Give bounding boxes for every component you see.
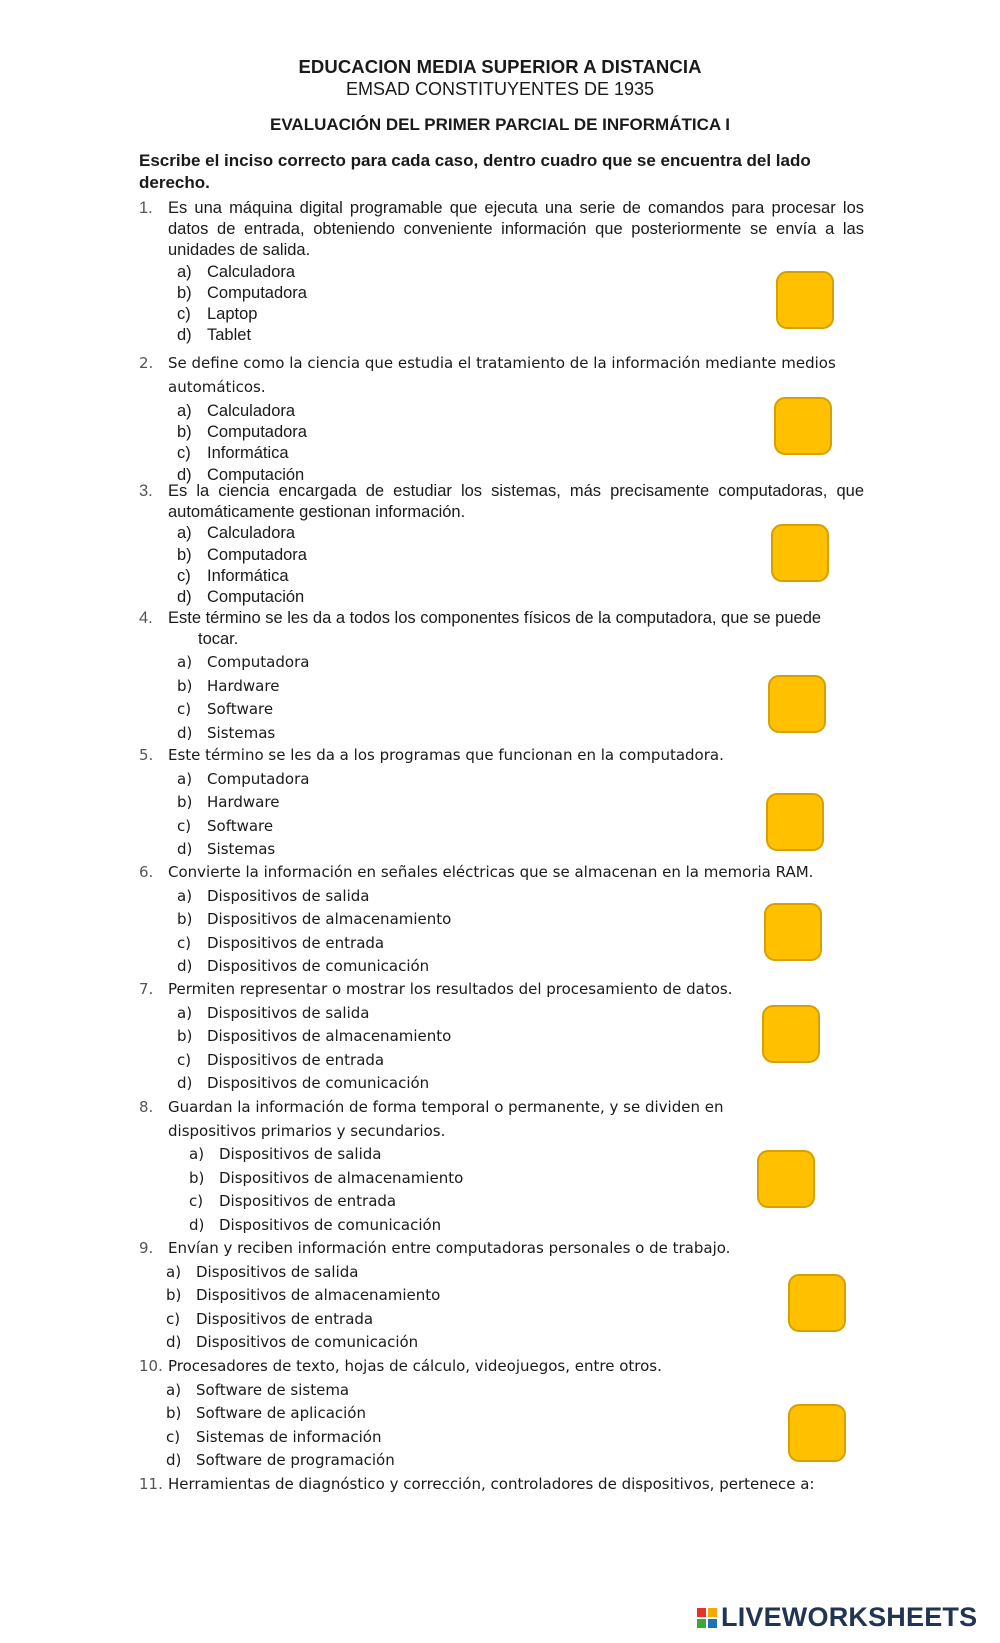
option-text: Computadora [207, 423, 307, 442]
option-letter: d) [177, 1074, 193, 1092]
question-number: 9. [139, 1239, 154, 1257]
question-6 [139, 861, 864, 979]
option-text: Dispositivos de almacenamiento [219, 1168, 464, 1187]
logo-text: LIVEWORKSHEETS [721, 1602, 978, 1632]
option-text: Computación [207, 588, 305, 607]
option-b [177, 908, 864, 932]
option-text: Sistemas de información [196, 1427, 382, 1446]
option-a [177, 523, 864, 544]
question-text: Este término se les da a los programas que funcionan en la computadora. [168, 746, 724, 764]
option-text: Dispositivos de salida [207, 886, 370, 905]
question-2-options [139, 401, 864, 486]
option-a [177, 651, 864, 675]
question-text: Convierte la información en señales eléctricas que se almacenan en la memoria RAM. [168, 863, 814, 881]
option-text: Dispositivos de salida [196, 1262, 359, 1281]
option-letter: d) [189, 1215, 205, 1234]
question-1 [139, 198, 864, 346]
answer-box-9[interactable] [788, 1274, 846, 1332]
question-number: 5. [139, 746, 154, 764]
question-text: Guardan la información de forma temporal o permanente, y se dividen en dispositivos primarios y secundarios. [168, 1098, 724, 1140]
option-text: Software de aplicación [196, 1404, 366, 1422]
option-letter: b) [166, 1286, 182, 1304]
option-a [177, 401, 864, 422]
option-text: Dispositivos de almacenamiento [196, 1286, 441, 1304]
option-b [177, 791, 864, 815]
option-text: Software [207, 700, 274, 718]
option-text: Hardware [207, 793, 280, 811]
question-text: Es una máquina digital programable que ejecuta una serie de comandos para procesar los datos de entrada, obteniendo conveniente información que posteriormente se envía a las unidades de salida. [168, 199, 864, 260]
option-a [177, 885, 864, 909]
option-text: Hardware [207, 676, 280, 695]
option-letter: a) [166, 1380, 182, 1399]
option-letter: d) [177, 957, 193, 975]
question-text-line-2: tocar. [198, 630, 239, 649]
answer-box-1[interactable] [776, 271, 834, 329]
option-b [177, 283, 864, 304]
option-c [177, 443, 864, 464]
question-number: 3. [139, 482, 153, 500]
exam-title: EVALUACIÓN DEL PRIMER PARCIAL DE INFORMÁTICA I [270, 115, 730, 134]
option-text: Dispositivos de almacenamiento [207, 910, 452, 928]
option-text: Dispositivos de entrada [219, 1192, 397, 1210]
option-d [166, 1449, 864, 1473]
option-c [177, 304, 864, 325]
question-7 [139, 978, 864, 1096]
option-b [177, 675, 864, 699]
option-letter: b) [177, 793, 193, 811]
option-c [166, 1426, 864, 1450]
option-letter: d) [177, 326, 192, 345]
option-b [166, 1402, 864, 1426]
option-c [166, 1308, 864, 1332]
option-text: Dispositivos de comunicación [196, 1333, 419, 1351]
answer-box-5[interactable] [766, 793, 824, 851]
option-text: Software de programación [196, 1451, 395, 1469]
answer-box-7[interactable] [762, 1005, 820, 1063]
option-text: Dispositivos de entrada [207, 933, 385, 952]
option-letter: c) [177, 816, 192, 835]
option-letter: d) [166, 1451, 182, 1469]
option-c [177, 1049, 864, 1073]
option-d [166, 1331, 864, 1355]
option-letter: a) [177, 402, 192, 420]
option-letter: a) [177, 653, 193, 671]
option-a [166, 1379, 864, 1403]
option-text: Dispositivos de comunicación [207, 957, 430, 975]
option-d [177, 587, 864, 608]
option-b [177, 545, 864, 566]
option-text: Informática [207, 566, 289, 585]
option-letter: c) [177, 566, 191, 585]
option-d [177, 325, 864, 346]
question-number: 2. [139, 354, 154, 372]
option-letter: c) [166, 1427, 181, 1446]
question-text: Es la ciencia encargada de estudiar los sistemas, más precisamente computadoras, que automáticamente gestionan información. [168, 482, 864, 522]
option-letter: d) [177, 588, 192, 607]
option-text: Laptop [207, 305, 258, 324]
option-letter: b) [177, 910, 193, 928]
option-text: Computadora [207, 283, 307, 302]
option-text: Calculadora [207, 262, 296, 281]
option-text: Dispositivos de salida [207, 1003, 370, 1022]
option-text: Dispositivos de almacenamiento [207, 1027, 452, 1045]
option-text: Dispositivos de entrada [196, 1309, 374, 1328]
instructions: Escribe el inciso correcto para cada caso, dentro cuadro que se encuentra del lado derecho. [139, 151, 811, 192]
option-b [177, 422, 864, 443]
option-a [177, 1002, 864, 1026]
option-text: Software [207, 816, 274, 835]
option-letter: b) [177, 1027, 193, 1045]
option-text: Dispositivos de comunicación [219, 1215, 442, 1234]
option-text: Computación [207, 465, 305, 484]
question-number: 7. [139, 980, 154, 998]
option-letter: c) [177, 1050, 192, 1069]
question-number: 1. [139, 199, 153, 217]
option-letter: a) [177, 1003, 193, 1022]
option-text: Software de sistema [196, 1380, 350, 1399]
answer-box-6[interactable] [764, 903, 822, 961]
question-11 [139, 1473, 899, 1497]
option-d [177, 1072, 864, 1096]
question-text: Se define como la ciencia que estudia el tratamiento de la información mediante medios automáticos. [168, 354, 836, 396]
option-letter: a) [177, 524, 192, 543]
option-letter: c) [177, 933, 192, 952]
option-text: Calculadora [207, 402, 296, 420]
option-c [177, 566, 864, 587]
school-campus: EMSAD CONSTITUYENTES DE 1935 [345, 79, 655, 99]
school-name: EDUCACION MEDIA SUPERIOR A DISTANCIA [298, 56, 702, 77]
option-text: Computadora [207, 769, 310, 788]
option-letter: b) [177, 676, 193, 695]
option-letter: b) [166, 1404, 182, 1422]
answer-box-10[interactable] [788, 1404, 846, 1462]
option-letter: b) [177, 423, 192, 442]
option-letter: a) [177, 769, 193, 788]
option-letter: d) [166, 1333, 182, 1351]
option-letter: c) [166, 1309, 181, 1328]
option-a [166, 1261, 864, 1285]
option-text: Dispositivos de entrada [207, 1050, 385, 1069]
question-text: Herramientas de diagnóstico y corrección, controladores de dispositivos, pertenece a: [168, 1475, 815, 1493]
question-text: Envían y reciben información entre computadoras personales o de trabajo. [168, 1239, 731, 1257]
question-3 [139, 481, 864, 608]
option-letter: c) [177, 700, 192, 718]
option-text: Tablet [207, 326, 252, 345]
question-number: 8. [139, 1098, 154, 1116]
option-letter: d) [177, 723, 193, 742]
option-letter: c) [189, 1192, 204, 1210]
option-c [177, 815, 864, 839]
answer-box-2[interactable] [774, 397, 832, 455]
option-text: Computadora [207, 653, 310, 671]
question-8 [139, 1096, 864, 1237]
question-5 [139, 744, 864, 862]
answer-box-3[interactable] [771, 524, 829, 582]
option-text: Computadora [207, 545, 307, 564]
liveworksheets-logo-mark [697, 1608, 717, 1628]
question-text: Procesadores de texto, hojas de cálculo, videojuegos, entre otros. [168, 1357, 662, 1375]
question-number: 11. [139, 1475, 163, 1493]
option-letter: a) [166, 1262, 182, 1281]
option-a [177, 262, 864, 283]
question-9 [139, 1237, 864, 1355]
liveworksheets-logo [697, 1602, 977, 1633]
question-number: 10. [139, 1357, 163, 1375]
option-d [177, 722, 864, 746]
option-letter: d) [177, 840, 193, 858]
option-d [177, 838, 864, 862]
option-b [166, 1284, 864, 1308]
question-4-options [139, 651, 864, 745]
option-letter: a) [189, 1145, 205, 1163]
answer-box-4[interactable] [768, 675, 826, 733]
option-text: Dispositivos de salida [219, 1145, 382, 1163]
option-text: Informática [207, 444, 289, 463]
question-text: Permiten representar o mostrar los resultados del procesamiento de datos. [168, 980, 733, 998]
option-b [177, 1025, 864, 1049]
option-d [189, 1214, 864, 1238]
answer-box-8[interactable] [757, 1150, 815, 1208]
option-c [177, 932, 864, 956]
option-d [177, 955, 864, 979]
question-4 [139, 608, 864, 650]
question-10 [139, 1355, 864, 1473]
option-letter: a) [177, 886, 193, 905]
option-letter: a) [177, 262, 192, 281]
question-2 [139, 352, 864, 399]
question-text-line-1: Este término se les da a todos los componentes físicos de la computadora, que se puede [168, 609, 822, 627]
question-number: 6. [139, 863, 154, 881]
option-text: Sistemas [207, 840, 276, 858]
option-letter: c) [177, 305, 191, 324]
option-letter: c) [177, 444, 191, 463]
option-a [177, 768, 864, 792]
option-letter: b) [189, 1168, 205, 1187]
option-letter: b) [177, 545, 192, 564]
option-letter: b) [177, 283, 192, 302]
option-text: Dispositivos de comunicación [207, 1074, 430, 1092]
option-text: Sistemas [207, 723, 276, 742]
option-text: Calculadora [207, 524, 296, 543]
option-letter: d) [177, 465, 192, 484]
question-number: 4. [139, 609, 153, 627]
option-c [177, 698, 864, 722]
